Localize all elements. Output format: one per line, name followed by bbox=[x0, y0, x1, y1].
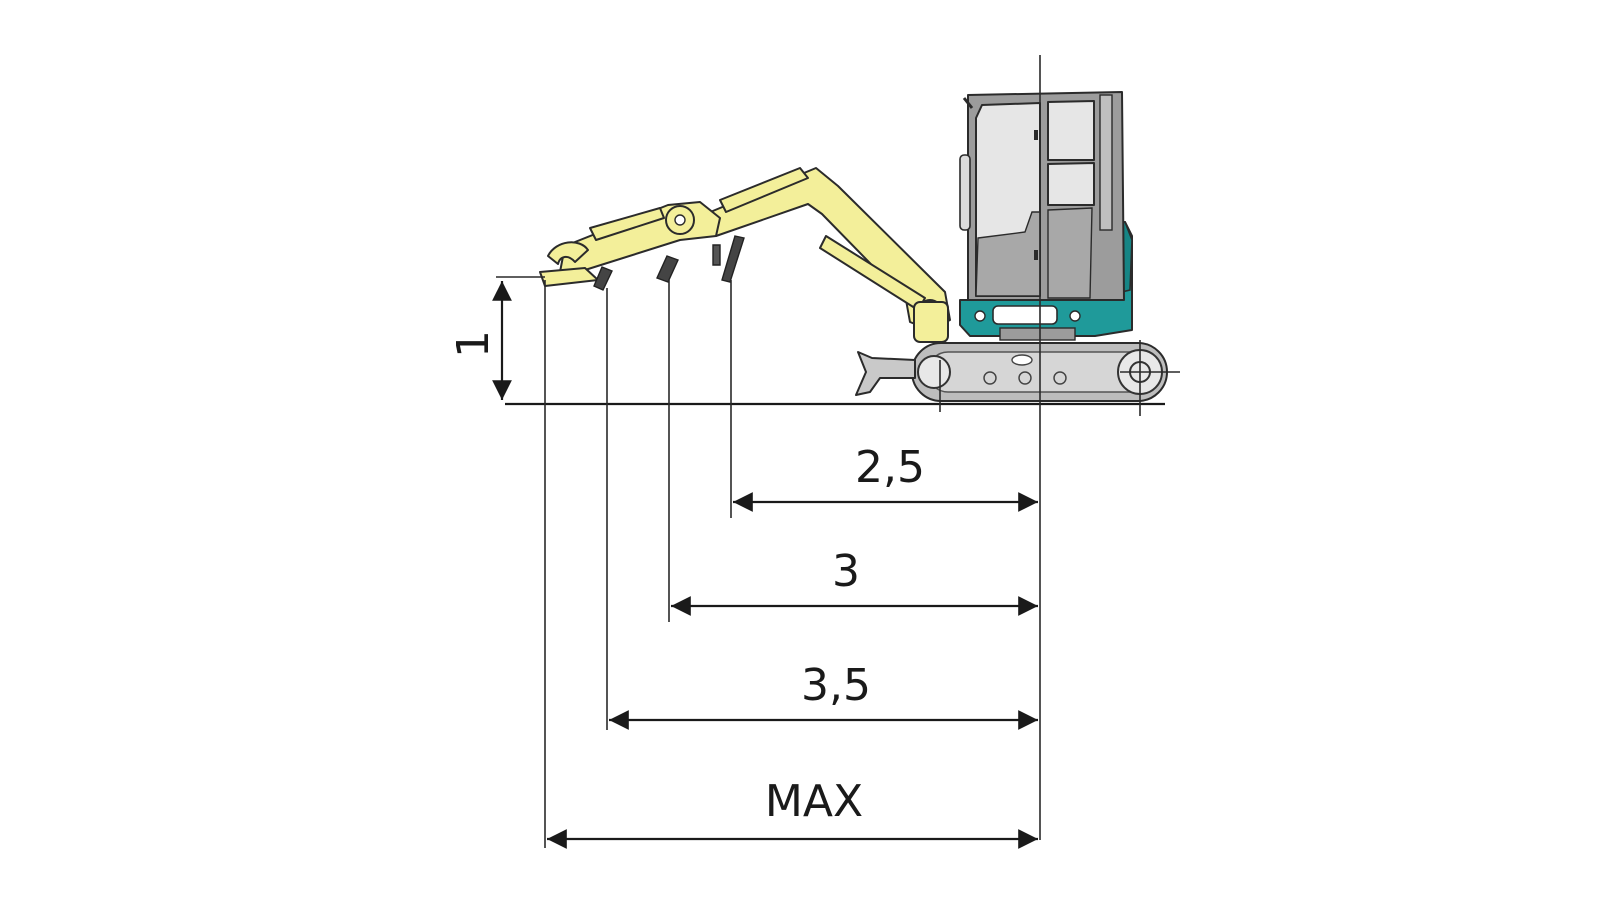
cab-side-window-lower bbox=[1048, 163, 1094, 205]
swing-center bbox=[1012, 355, 1032, 365]
reach-label-3: 3 bbox=[832, 546, 860, 597]
cab-handrail bbox=[960, 155, 970, 230]
excavator bbox=[540, 92, 1167, 401]
reach-label-3-5: 3,5 bbox=[801, 660, 871, 711]
swing-bracket bbox=[914, 302, 948, 342]
cab bbox=[960, 92, 1124, 300]
slew-ring bbox=[1000, 328, 1075, 340]
hook-position-3-5 bbox=[594, 267, 612, 290]
height-label: 1 bbox=[448, 330, 499, 358]
body-lamp bbox=[1070, 311, 1080, 321]
cab-rear-panel bbox=[1048, 208, 1092, 298]
reach-label-2-5: 2,5 bbox=[855, 442, 925, 493]
hook-position-2-5b bbox=[722, 236, 744, 282]
dozer-blade bbox=[856, 352, 915, 395]
lifting-hook bbox=[540, 268, 598, 286]
cab-rear-pillar bbox=[1100, 95, 1112, 230]
arm-pivot-pin bbox=[675, 215, 685, 225]
reach-label-max: MAX bbox=[764, 776, 864, 827]
arm bbox=[560, 202, 720, 272]
drive-sprocket bbox=[918, 356, 950, 388]
body-decal bbox=[993, 306, 1057, 324]
body-lamp bbox=[975, 311, 985, 321]
hook-position-3 bbox=[657, 256, 678, 282]
cab-side-window-upper bbox=[1048, 101, 1094, 160]
hook-position-2-5a bbox=[713, 245, 720, 265]
